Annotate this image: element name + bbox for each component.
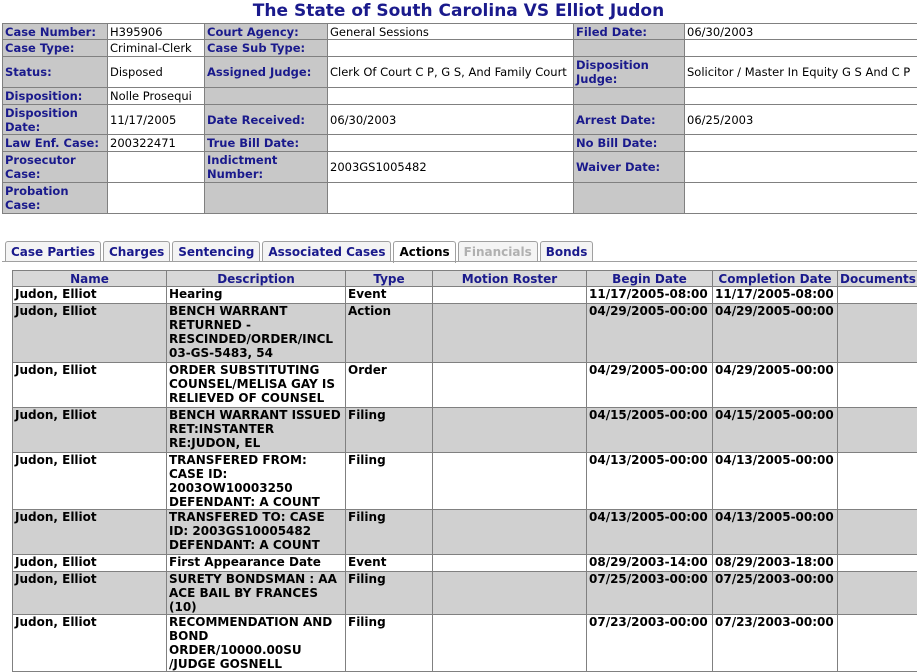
table-row <box>13 453 917 510</box>
cell-motion-roster <box>433 615 587 672</box>
cell-documents <box>838 408 917 453</box>
tab-sentencing[interactable]: Sentencing <box>172 241 260 261</box>
cell-type: Filing <box>346 408 433 453</box>
cell-documents <box>838 363 917 408</box>
cell-completion-date: 08/29/2003-18:00 <box>713 555 838 572</box>
status-value: Disposed <box>108 57 205 88</box>
blank-value <box>328 88 574 105</box>
cell-name: Judon, Elliot <box>13 304 167 363</box>
prosecutor-case-label: Prosecutor Case: <box>3 152 108 183</box>
indictment-number-value: 2003GS1005482 <box>328 152 574 183</box>
filed-date-label: Filed Date: <box>574 24 685 40</box>
disposition-date-value: 11/17/2005 <box>108 105 205 135</box>
blank-value <box>685 183 917 214</box>
cell-completion-date: 04/13/2005-00:00 <box>713 510 838 555</box>
cell-description: TRANSFERED TO: CASE ID: 2003GS10005482 DEFENDANT: A COUNT <box>167 510 346 555</box>
cell-description: ORDER SUBSTITUTING COUNSEL/MELISA GAY IS RELIEVED OF COUNSEL <box>167 363 346 408</box>
case-type-value: Criminal-Clerk <box>108 40 205 57</box>
date-received-value: 06/30/2003 <box>328 105 574 135</box>
tab-charges[interactable]: Charges <box>103 241 170 261</box>
cell-name: Judon, Elliot <box>13 363 167 408</box>
cell-documents <box>838 453 917 510</box>
assigned-judge-label: Assigned Judge: <box>205 57 328 88</box>
cell-description: SURETY BONDSMAN : AA ACE BAIL BY FRANCES (10) <box>167 572 346 615</box>
disposition-value: Nolle Prosequi <box>108 88 205 105</box>
cell-description: BENCH WARRANT RETURNED - RESCINDED/ORDER/INCL 03-GS-5483, 54 <box>167 304 346 363</box>
blank-label <box>574 88 685 105</box>
cell-completion-date: 04/15/2005-00:00 <box>713 408 838 453</box>
table-row <box>13 615 917 672</box>
cell-begin-date: 11/17/2005-08:00 <box>587 287 713 304</box>
cell-description: TRANSFERED FROM: CASE ID: 2003OW10003250 DEFENDANT: A COUNT <box>167 453 346 510</box>
arrest-date-value: 06/25/2003 <box>685 105 917 135</box>
cell-description: RECOMMENDATION AND BOND ORDER/10000.00SU /JUDGE GOSNELL <box>167 615 346 672</box>
cell-name: Judon, Elliot <box>13 408 167 453</box>
cell-name: Judon, Elliot <box>13 572 167 615</box>
law-enf-case-label: Law Enf. Case: <box>3 135 108 152</box>
cell-completion-date: 04/29/2005-00:00 <box>713 304 838 363</box>
cell-motion-roster <box>433 287 587 304</box>
court-agency-label: Court Agency: <box>205 24 328 40</box>
court-agency-value: General Sessions <box>328 24 574 40</box>
cell-begin-date: 04/29/2005-00:00 <box>587 304 713 363</box>
cell-motion-roster <box>433 572 587 615</box>
assigned-judge-value: Clerk Of Court C P, G S, And Family Court <box>328 57 574 88</box>
cell-begin-date: 04/13/2005-00:00 <box>587 510 713 555</box>
cell-type: Event <box>346 287 433 304</box>
cell-motion-roster <box>433 408 587 453</box>
case-sub-type-value <box>328 40 574 57</box>
cell-completion-date: 11/17/2005-08:00 <box>713 287 838 304</box>
blank-value <box>328 183 574 214</box>
page-title: The State of South Carolina VS Elliot Judon <box>0 0 917 23</box>
cell-begin-date: 04/13/2005-00:00 <box>587 453 713 510</box>
cell-description: First Appearance Date <box>167 555 346 572</box>
cell-begin-date: 08/29/2003-14:00 <box>587 555 713 572</box>
table-row <box>13 408 917 453</box>
cell-begin-date: 04/15/2005-00:00 <box>587 408 713 453</box>
cell-documents <box>838 615 917 672</box>
cell-type: Order <box>346 363 433 408</box>
waiver-date-label: Waiver Date: <box>574 152 685 183</box>
table-row <box>13 287 917 304</box>
column-header-begin-date[interactable]: Begin Date <box>587 271 713 287</box>
case-number-label: Case Number: <box>3 24 108 40</box>
disposition-date-label: Disposition Date: <box>3 105 108 135</box>
column-header-description[interactable]: Description <box>167 271 346 287</box>
cell-documents <box>838 555 917 572</box>
cell-description: Hearing <box>167 287 346 304</box>
column-header-name[interactable]: Name <box>13 271 167 287</box>
cell-motion-roster <box>433 363 587 408</box>
cell-type: Event <box>346 555 433 572</box>
cell-documents <box>838 287 917 304</box>
cell-begin-date: 07/25/2003-00:00 <box>587 572 713 615</box>
cell-documents <box>838 510 917 555</box>
prosecutor-case-value <box>108 152 205 183</box>
true-bill-date-value <box>328 135 574 152</box>
cell-type: Action <box>346 304 433 363</box>
cell-type: Filing <box>346 453 433 510</box>
tab-divider <box>2 261 917 262</box>
cell-name: Judon, Elliot <box>13 453 167 510</box>
filed-date-value: 06/30/2003 <box>685 24 917 40</box>
blank-label <box>574 40 685 57</box>
cell-completion-date: 04/13/2005-00:00 <box>713 453 838 510</box>
cell-name: Judon, Elliot <box>13 287 167 304</box>
cell-begin-date: 07/23/2003-00:00 <box>587 615 713 672</box>
column-header-type[interactable]: Type <box>346 271 433 287</box>
cell-motion-roster <box>433 304 587 363</box>
cell-type: Filing <box>346 572 433 615</box>
disposition-label: Disposition: <box>3 88 108 105</box>
blank-label <box>574 183 685 214</box>
tab-case-parties[interactable]: Case Parties <box>5 241 101 261</box>
arrest-date-label: Arrest Date: <box>574 105 685 135</box>
case-sub-type-label: Case Sub Type: <box>205 40 328 57</box>
column-header-completion-date[interactable]: Completion Date <box>713 271 838 287</box>
cell-completion-date: 07/23/2003-00:00 <box>713 615 838 672</box>
case-number-value: H395906 <box>108 24 205 40</box>
blank-label <box>205 88 328 105</box>
cell-name: Judon, Elliot <box>13 555 167 572</box>
table-row <box>13 510 917 555</box>
cell-begin-date: 04/29/2005-00:00 <box>587 363 713 408</box>
waiver-date-value <box>685 152 917 183</box>
cell-documents <box>838 304 917 363</box>
cell-completion-date: 07/25/2003-00:00 <box>713 572 838 615</box>
tab-bar <box>5 241 595 261</box>
blank-value <box>685 40 917 57</box>
tab-actions[interactable]: Actions <box>393 241 455 263</box>
table-row <box>13 555 917 572</box>
tab-financials: Financials <box>458 241 538 261</box>
cell-motion-roster <box>433 510 587 555</box>
cell-documents <box>838 572 917 615</box>
tab-associated-cases[interactable]: Associated Cases <box>262 241 391 261</box>
column-header-documents[interactable]: Documents <box>838 271 917 287</box>
table-row <box>13 572 917 615</box>
case-type-label: Case Type: <box>3 40 108 57</box>
cell-motion-roster <box>433 453 587 510</box>
cell-type: Filing <box>346 510 433 555</box>
cell-motion-roster <box>433 555 587 572</box>
status-label: Status: <box>3 57 108 88</box>
cell-description: BENCH WARRANT ISSUED RET:INSTANTER RE:JUDON, EL <box>167 408 346 453</box>
cell-completion-date: 04/29/2005-00:00 <box>713 363 838 408</box>
disposition-judge-value: Solicitor / Master In Equity G S And C P <box>685 57 917 88</box>
date-received-label: Date Received: <box>205 105 328 135</box>
cell-name: Judon, Elliot <box>13 510 167 555</box>
no-bill-date-value <box>685 135 917 152</box>
case-info-table <box>2 23 917 214</box>
column-header-motion-roster[interactable]: Motion Roster <box>433 271 587 287</box>
true-bill-date-label: True Bill Date: <box>205 135 328 152</box>
probation-case-label: Probation Case: <box>3 183 108 214</box>
no-bill-date-label: No Bill Date: <box>574 135 685 152</box>
blank-value <box>685 88 917 105</box>
blank-label <box>205 183 328 214</box>
table-row <box>13 363 917 408</box>
indictment-number-label: Indictment Number: <box>205 152 328 183</box>
disposition-judge-label: Disposition Judge: <box>574 57 685 88</box>
cell-type: Filing <box>346 615 433 672</box>
tab-bonds[interactable]: Bonds <box>540 241 594 261</box>
cell-name: Judon, Elliot <box>13 615 167 672</box>
table-row <box>13 304 917 363</box>
actions-table <box>12 270 917 672</box>
law-enf-case-value: 200322471 <box>108 135 205 152</box>
probation-case-value <box>108 183 205 214</box>
